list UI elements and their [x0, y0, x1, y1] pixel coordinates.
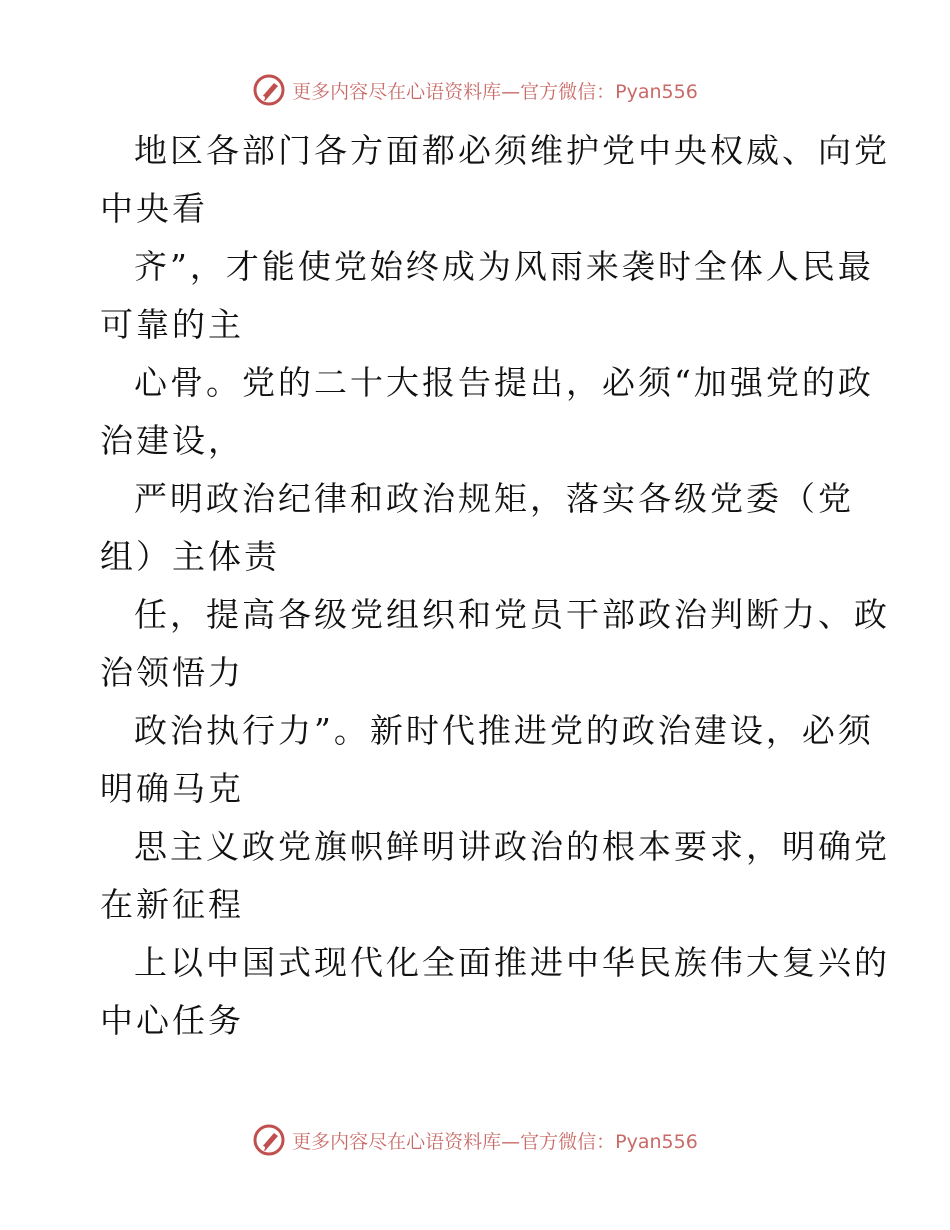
text-line: 可靠的主: [100, 305, 244, 344]
text-line: 治建设，: [100, 421, 244, 460]
text-line: 地区各部门各方面都必须维护党中央权威、向党: [134, 131, 890, 170]
footer-watermark: [0, 1120, 950, 1160]
text-line: 齐”，才能使党始终成为风雨来袭时全体人民最: [134, 247, 874, 286]
watermark-text: 更多内容尽在心语资料库—官方微信：Pyan556: [292, 1130, 698, 1153]
watermark-inner: [252, 1123, 698, 1157]
text-line: 思主义政党旗帜鲜明讲政治的根本要求，明确党: [134, 827, 890, 866]
text-line: 上以中国式现代化全面推进中华民族伟大复兴的: [134, 943, 890, 982]
text-line: 治领悟力: [100, 653, 244, 692]
pen-logo-icon: [252, 73, 286, 107]
header-watermark: [0, 70, 950, 110]
text-line: 中央看: [100, 189, 208, 228]
text-line: 政治执行力”。新时代推进党的政治建设，必须: [134, 711, 874, 750]
text-line: 组）主体责: [100, 537, 280, 576]
text-line: 明确马克: [100, 769, 244, 808]
text-line: 严明政治纪律和政治规矩，落实各级党委（党: [134, 479, 854, 518]
pen-logo-icon: [252, 1123, 286, 1157]
document-body: [100, 122, 890, 1050]
text-line: 在新征程: [100, 885, 244, 924]
text-line: 任，提高各级党组织和党员干部政治判断力、政: [134, 595, 890, 634]
watermark-inner: [252, 73, 698, 107]
text-line: 心骨。党的二十大报告提出，必须“加强党的政: [134, 363, 874, 402]
watermark-text: 更多内容尽在心语资料库—官方微信：Pyan556: [292, 80, 698, 103]
text-line: 中心任务: [100, 1001, 244, 1040]
